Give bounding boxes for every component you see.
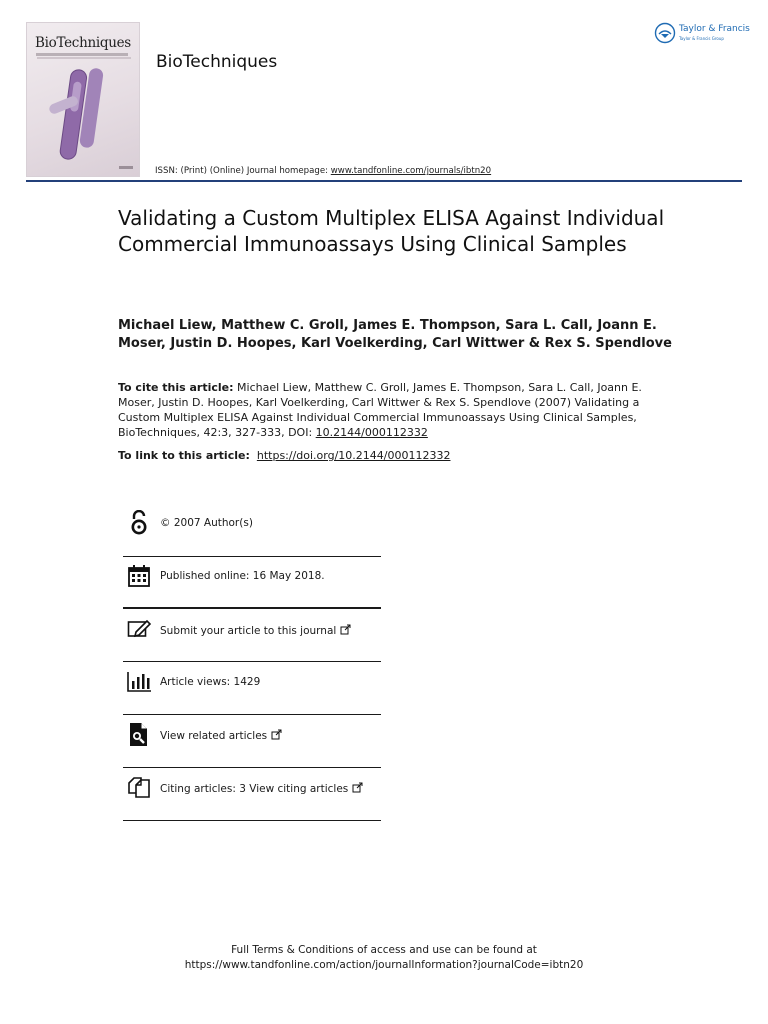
external-link-icon	[352, 782, 363, 793]
calendar-icon	[127, 563, 151, 589]
footer	[0, 943, 768, 973]
link-label: To link to this article:	[118, 449, 250, 462]
article-authors: Michael Liew, Matthew C. Groll, James E. Thompson, Sara L. Call, Joann E. Moser, Justin D. Hoopes, Karl Voelkerding, Carl Wittwer & Rex S. Spendlove	[118, 318, 672, 351]
divider	[123, 820, 381, 821]
citation-block	[118, 380, 668, 440]
view-related-articles-link[interactable]: View related articles	[160, 729, 282, 742]
published-label: Published online: 16 May 2018.	[160, 570, 325, 582]
divider	[123, 714, 381, 715]
header-divider	[26, 180, 742, 182]
journal-cover	[26, 22, 140, 177]
citation-label: To cite this article:	[118, 381, 234, 394]
journal-name: BioTechniques	[156, 52, 278, 72]
cover-subtitle-bar	[36, 53, 128, 56]
submit-article-link[interactable]: Submit your article to this journal	[160, 624, 351, 637]
divider	[123, 767, 381, 768]
search-document-icon	[127, 722, 151, 748]
issn-line	[155, 166, 491, 176]
divider	[123, 661, 381, 662]
divider	[123, 607, 381, 609]
copyright-label: © 2007 Author(s)	[160, 517, 253, 529]
article-views-label: Article views: 1429	[160, 676, 261, 688]
article-title: Validating a Custom Multiplex ELISA Against Individual Commercial Immunoassays Using Clinical Samples	[118, 206, 665, 256]
publisher-name: Taylor & Francis	[679, 24, 750, 34]
external-link-icon	[340, 624, 351, 635]
journal-homepage-link[interactable]: www.tandfonline.com/journals/ibtn20	[330, 166, 492, 176]
cover-title: BioTechniques	[35, 35, 131, 51]
footer-terms-url[interactable]: https://www.tandfonline.com/action/journalInformation?journalCode=ibtn20	[184, 959, 584, 971]
taylor-francis-logo-icon	[654, 22, 676, 44]
citation-text: Michael Liew, Matthew C. Groll, James E. Thompson, Sara L. Call, Joann E. Moser, Justin D. Hoopes, Karl Voelkerding, Carl Wittwer & Rex S. Spendlove (2007) Validating a Custom Multiplex ELISA Against Individual Commercial Immunoassays Using Clinical Samples, BioTechniques, 42:3, 327-333, DOI:	[118, 381, 642, 439]
article-doi-url[interactable]: https://doi.org/10.2144/000112332	[256, 449, 451, 462]
footer-terms-text: Full Terms & Conditions of access and use can be found at	[231, 944, 537, 956]
publisher-subtitle: Taylor & Francis Group	[679, 36, 724, 41]
article-link-line	[118, 449, 450, 462]
edit-icon	[127, 617, 151, 643]
external-link-icon	[271, 729, 282, 740]
open-access-icon	[127, 510, 151, 536]
bar-chart-icon	[127, 669, 151, 695]
citing-articles-icon	[127, 775, 151, 801]
citing-articles-link[interactable]: Citing articles: 3 View citing articles	[160, 782, 363, 795]
doi-link[interactable]: 10.2144/000112332	[315, 426, 428, 439]
copyright-item	[123, 510, 381, 562]
divider	[123, 556, 381, 557]
issn-text: ISSN: (Print) (Online) Journal homepage:	[155, 166, 331, 176]
